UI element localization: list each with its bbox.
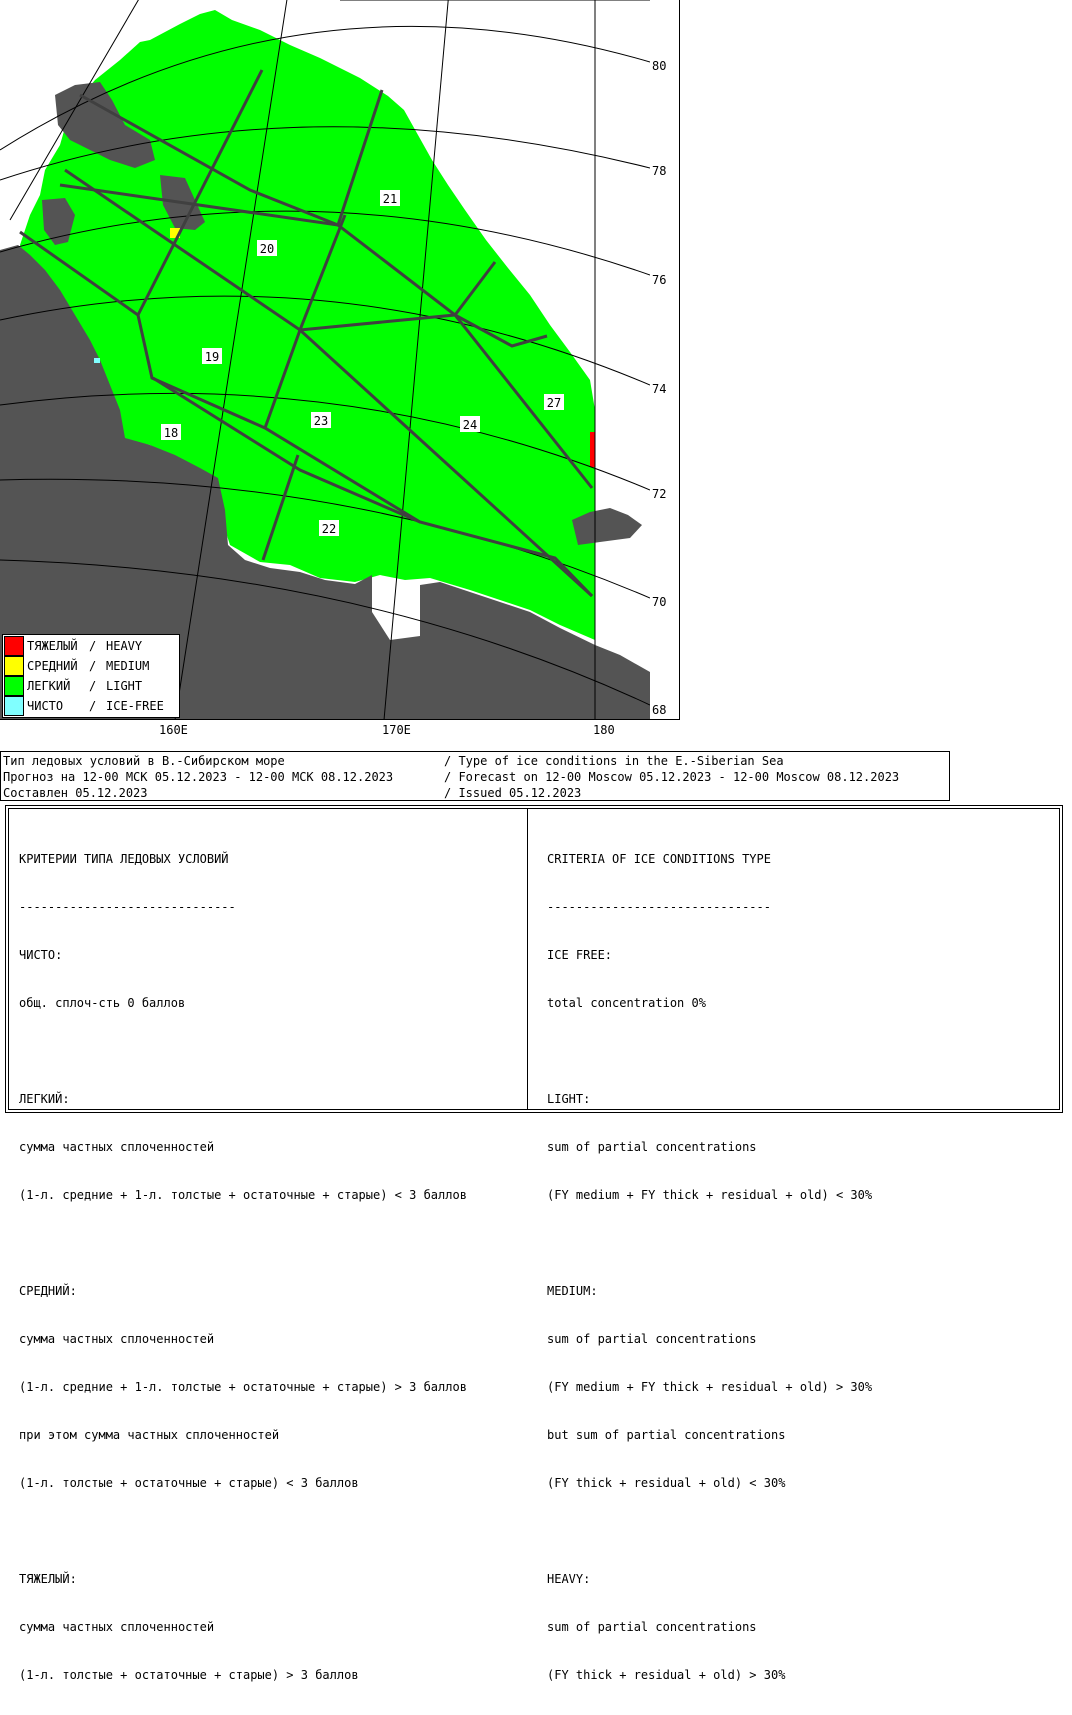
criteria-ru-medium-2: (1-л. средние + 1-л. толстые + остаточные + старые) > 3 баллов bbox=[19, 1380, 467, 1394]
criteria-ru-medium-3: при этом сумма частных сплоченностей bbox=[19, 1428, 280, 1442]
criteria-ru-heavy-2: (1-л. толстые + остаточные + старые) > 3 баллов bbox=[19, 1668, 359, 1682]
legend-label-heavy-en: HEAVY bbox=[106, 639, 143, 653]
legend-swatch-ice-free bbox=[4, 696, 24, 716]
criteria-en-medium-4: (FY thick + residual + old) < 30% bbox=[547, 1476, 786, 1490]
heavy-ice-patch bbox=[590, 432, 595, 467]
criteria-en-light-2: (FY medium + FY thick + residual + old) < 30% bbox=[547, 1188, 873, 1202]
legend-label-ice-free-ru: ЧИСТО bbox=[27, 699, 64, 713]
legend-label-heavy-ru: ТЯЖЕЛЫЙ bbox=[27, 639, 78, 653]
legend-row-heavy bbox=[3, 636, 179, 656]
legend-label-light-en-sep: / bbox=[89, 679, 104, 693]
criteria-ru-title: КРИТЕРИИ ТИПА ЛЕДОВЫХ УСЛОВИЙ bbox=[19, 852, 229, 866]
criteria-ru-heavy-1: сумма частных сплоченностей bbox=[19, 1620, 215, 1634]
criteria-ru-column bbox=[19, 819, 467, 1715]
region-label-22: 22 bbox=[321, 522, 337, 536]
legend-swatch-medium bbox=[4, 656, 24, 676]
criteria-en-medium-head: MEDIUM: bbox=[547, 1284, 598, 1298]
criteria-en-medium-2: (FY medium + FY thick + residual + old) > 30% bbox=[547, 1380, 873, 1394]
criteria-en-light-1: sum of partial concentrations bbox=[547, 1140, 757, 1154]
legend-label-medium-en-sep: / bbox=[89, 659, 104, 673]
info-issued-en: / Issued 05.12.2023 bbox=[444, 786, 582, 800]
region-label-20: 20 bbox=[259, 242, 275, 256]
criteria-en-medium-1: sum of partial concentrations bbox=[547, 1332, 757, 1346]
legend-label-medium-en: MEDIUM bbox=[106, 659, 150, 673]
criteria-ru-light-2: (1-л. средние + 1-л. толстые + остаточные + старые) < 3 баллов bbox=[19, 1188, 467, 1202]
lon-label-160e: 160E bbox=[159, 723, 188, 737]
criteria-ru-underline: ------------------------------ bbox=[19, 900, 236, 914]
criteria-ru-light-head: ЛЕГКИЙ: bbox=[19, 1092, 70, 1106]
legend-label-ice-free-en-sep: / bbox=[89, 699, 104, 713]
lat-label-70: 70 bbox=[652, 595, 667, 609]
ice-free-patch bbox=[94, 358, 100, 363]
map-legend bbox=[2, 634, 180, 718]
criteria-en-heavy-1: sum of partial concentrations bbox=[547, 1620, 757, 1634]
criteria-en-free-head: ICE FREE: bbox=[547, 948, 613, 962]
criteria-ru-medium-1: сумма частных сплоченностей bbox=[19, 1332, 215, 1346]
criteria-en-heavy-2: (FY thick + residual + old) > 30% bbox=[547, 1668, 786, 1682]
criteria-spacer bbox=[547, 1235, 872, 1251]
region-label-27: 27 bbox=[546, 396, 562, 410]
info-title-en: / Type of ice conditions in the E.-Siberian Sea bbox=[444, 754, 784, 768]
legend-swatch-light bbox=[4, 676, 24, 696]
region-label-21: 21 bbox=[382, 192, 398, 206]
criteria-en-title: CRITERIA OF ICE CONDITIONS TYPE bbox=[547, 852, 771, 866]
legend-row-medium bbox=[3, 656, 179, 676]
region-label-18: 18 bbox=[163, 426, 179, 440]
criteria-spacer bbox=[19, 1043, 467, 1059]
region-label-23: 23 bbox=[313, 414, 329, 428]
legend-row-ice-free bbox=[3, 696, 179, 716]
info-title-ru: Тип ледовых условий в В.-Сибирском море bbox=[3, 754, 285, 768]
criteria-spacer bbox=[547, 1523, 872, 1539]
region-label-24: 24 bbox=[462, 418, 478, 432]
criteria-ru-medium-4: (1-л. толстые + остаточные + старые) < 3 баллов bbox=[19, 1476, 359, 1490]
legend-swatch-heavy bbox=[4, 636, 24, 656]
criteria-spacer bbox=[19, 1523, 467, 1539]
criteria-spacer bbox=[19, 1235, 467, 1251]
criteria-ru-medium-head: СРЕДНИЙ: bbox=[19, 1284, 77, 1298]
criteria-spacer bbox=[547, 1043, 872, 1059]
legend-row-light bbox=[3, 676, 179, 696]
criteria-en-underline: ------------------------------- bbox=[547, 900, 771, 914]
criteria-box bbox=[5, 805, 1063, 1682]
criteria-ru-heavy-head: ТЯЖЕЛЫЙ: bbox=[19, 1572, 77, 1586]
lon-label-170e: 170E bbox=[382, 723, 411, 737]
legend-label-ice-free-en: ICE-FREE bbox=[106, 699, 164, 713]
lat-label-72: 72 bbox=[652, 487, 667, 501]
legend-label-light-ru: ЛЕГКИЙ bbox=[27, 679, 71, 693]
lat-label-76: 76 bbox=[652, 273, 667, 287]
criteria-en-free-1: total concentration 0% bbox=[547, 996, 706, 1010]
criteria-ru-free-head: ЧИСТО: bbox=[19, 948, 63, 962]
region-label-19: 19 bbox=[204, 350, 220, 364]
ice-map bbox=[0, 0, 680, 737]
criteria-ru-free-1: общ. сплоч-сть 0 баллов bbox=[19, 996, 186, 1010]
info-forecast-en: / Forecast on 12-00 Moscow 05.12.2023 - 12-00 Moscow 08.12.2023 bbox=[444, 770, 900, 784]
criteria-en-column bbox=[547, 819, 872, 1715]
criteria-en-heavy-head: HEAVY: bbox=[547, 1572, 591, 1586]
criteria-en-medium-3: but sum of partial concentrations bbox=[547, 1428, 786, 1442]
criteria-en-light-head: LIGHT: bbox=[547, 1092, 591, 1106]
lat-label-80: 80 bbox=[652, 59, 667, 73]
lat-label-74: 74 bbox=[652, 382, 667, 396]
forecast-info-box bbox=[0, 751, 950, 801]
info-issued-ru: Составлен 05.12.2023 bbox=[3, 786, 148, 800]
criteria-ru-light-1: сумма частных сплоченностей bbox=[19, 1140, 215, 1154]
legend-label-heavy-en-sep: / bbox=[89, 639, 104, 653]
legend-label-light-en: LIGHT bbox=[106, 679, 143, 693]
ice-map-canvas bbox=[0, 0, 680, 720]
lat-label-68: 68 bbox=[652, 703, 667, 717]
criteria-divider bbox=[527, 809, 528, 1109]
lon-label-180: 180 bbox=[593, 723, 615, 737]
legend-label-medium-ru: СРЕДНИЙ bbox=[27, 659, 78, 673]
lat-label-78: 78 bbox=[652, 164, 667, 178]
info-forecast-ru: Прогноз на 12-00 МСК 05.12.2023 - 12-00 МСК 08.12.2023 bbox=[3, 770, 394, 784]
